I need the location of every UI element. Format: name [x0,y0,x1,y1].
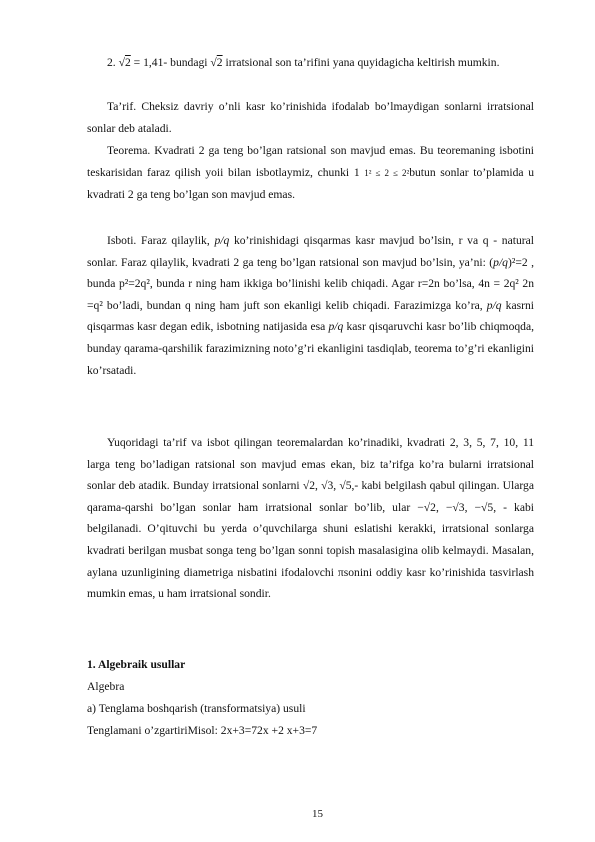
section-heading: 1. Algebraik usullar [87,658,186,671]
page-number: 15 [312,808,323,820]
method-title: a) Tenglama boshqarish (transformatsiya) usuli [87,702,306,715]
paragraph-definition: Ta’rif. Cheksiz davriy o’nli kasr ko’rinishida ifodalab bo’lmaydigan sonlarni irratsional sonlar deb ataladi. [87,100,534,135]
paragraph-1: 2. √2 = 1,41- bundagi √2 irratsional son ta’rifini yana quyidagicha keltirish mumkin. [107,56,500,69]
sqrt2-symbol: √2 [118,56,131,69]
paragraph-theorem: Teorema. Kvadrati 2 ga teng bo’lgan ratsional son mavjud emas. Bu teoremaning isbotini teskarisidan faraz qilish yoii bilan isbotlaymiz, chunki 1 1² ≤ 2 ≤ 2²butun sonlar to’plamida u kvadrati 2 ga teng bo’lgan son mavjud emas. [87,144,534,202]
subheading-algebra: Algebra [87,680,125,693]
example-line: Tenglamani o’zgartiriMisol: 2x+3=72x +2 x+3=7 [87,724,318,737]
paragraph-conclusion: Yuqoridagi ta’rif va isbot qilingan teoremalardan ko’rinadiki, kvadrati 2, 3, 5, 7, 10, 11 larga teng bo’ladigan ratsional son mavjud emas ekan, biz ta’rifga ko’ra bularni irratsional sonlar deb atadik. Bunday irratsional sonlarni √2, √3, √5,- kabi belgilash qabul qilingan. Ularga qarama-qarshi bo’lgan sonlar ham irratsional sonlar bo’lib, ular −√2, −√3, −√5, - kabi belgilanadi. O’qituvchi bu yerda o’quvchilarga shuni eslatishi kerakki, irratsional sonlarga kvadrati berilgan musbat songa teng bo’lgan sonni topish masalasigina olib kelmaydi. Masalan, aylana uzunligining diametriga nisbatini ifodalovchi πsonini oddiy kasr ko’rinishida tasvirlash mumkin emas, u ham irratsional sondir. [87,436,534,601]
paragraph-proof: Isboti. Faraz qilaylik, p/q ko’rinishidagi qisqarmas kasr mavjud bo’lsin, r va q - natural sonlar. Faraz qilaylik, kvadrati 2 ga teng bo’lgan ratsional son mavjud bo’lsin, ya’ni: (p/q)²=2 , bunda p²=2q², bunda r ning ham ikkiga bo’linishi kelib chiqadi. Agar r=2n bo’lsa, 4n = 2q² 2n =q² bo’ladi, bundan q ning ham juft son ekanligi kelib chiqadi. Farazimizga ko’ra, p/q kasrni qisqarmas kasr degan edik, isbotning natijasida esa p/q kasr qisqaruvchi kasr bo’lib chiqmoqda, bunday qarama-qarshilik farazimizning noto’g’ri ekanligini tasdiqlab, teorema to’g’ri ekanligini ko’rsatadi. [87,234,535,377]
